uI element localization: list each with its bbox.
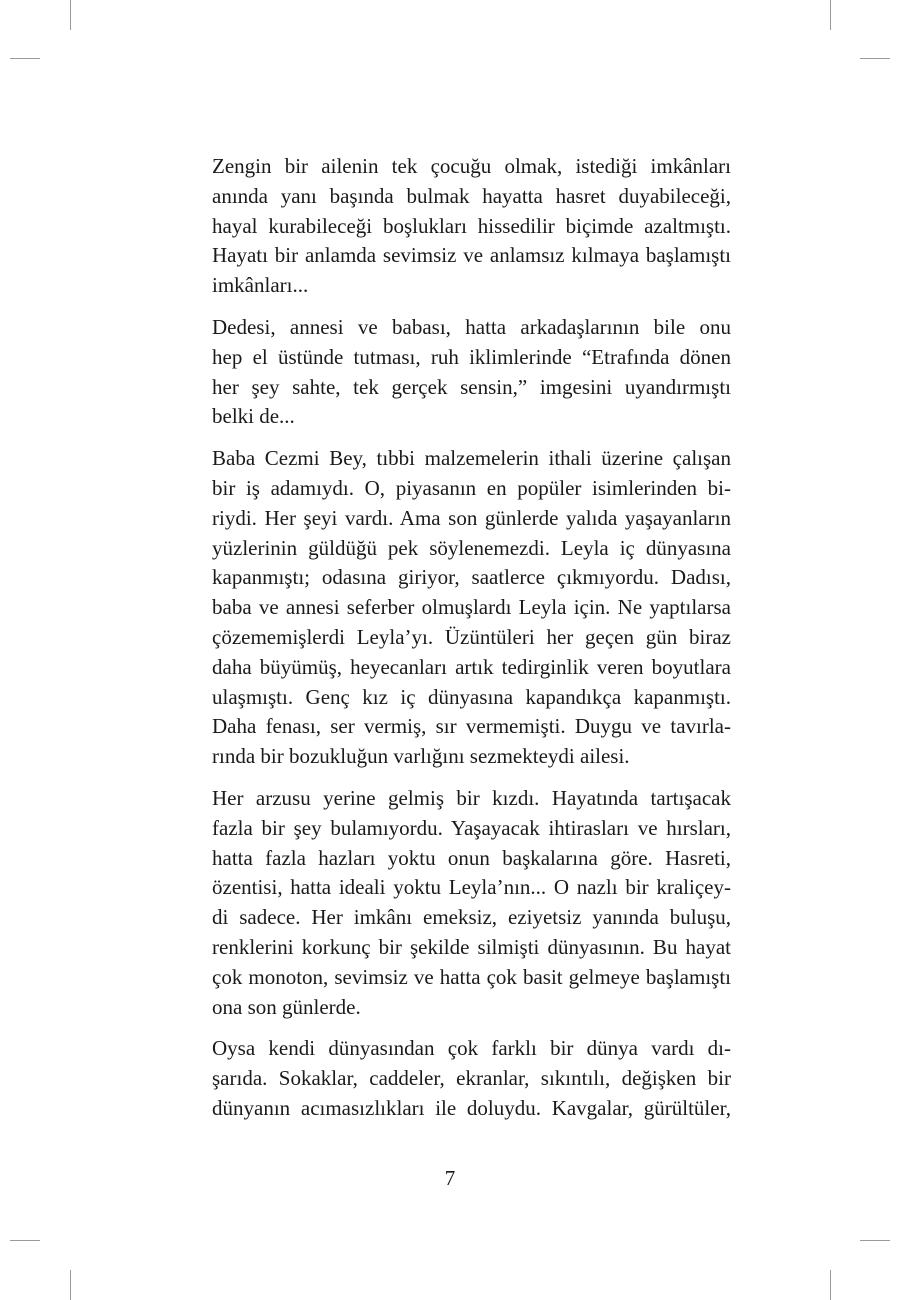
- text-line: fazla bir şey bulamıyordu. Yaşayacak ihtirasları ve hırsları,: [212, 815, 731, 840]
- text-line: çözememişlerdi Leyla’yı. Üzüntüleri her geçen gün biraz: [212, 624, 731, 649]
- crop-mark-top-left: [70, 0, 71, 30]
- text-line: Baba Cezmi Bey, tıbbi malzemelerin ithali üzerine çalışan: [212, 446, 731, 471]
- text-line: Her arzusu yerine gelmiş bir kızdı. Hayatında tartışacak: [212, 785, 731, 810]
- text-line: hatta fazla hazları yoktu onun başkalarına göre. Hasreti,: [212, 845, 731, 870]
- text-line: çok monoton, sevimsiz ve hatta çok basit gelmeye başlamıştı: [212, 964, 731, 989]
- crop-mark-top-left-h: [10, 58, 40, 59]
- crop-mark-bottom-left: [70, 1270, 71, 1300]
- text-line: Hayatı bir anlamda sevimsiz ve anlamsız kılmaya başlamıştı: [212, 243, 731, 268]
- text-line: imkânları...: [212, 273, 309, 298]
- text-line: yüzlerinin güldüğü pek söylenemezdi. Leyla iç dünyasına: [212, 535, 731, 560]
- text-line: hayal kurabileceği boşlukları hissedilir biçimde azaltmıştı.: [212, 213, 731, 238]
- text-line: rında bir bozukluğun varlığını sezmekteydi ailesi.: [212, 744, 630, 769]
- crop-mark-top-right: [830, 0, 831, 30]
- text-line: Daha fenası, ser vermiş, sır vermemişti. Duygu ve tavırla-: [212, 714, 731, 739]
- text-line: anında yanı başında bulmak hayatta hasret duyabileceği,: [212, 183, 731, 208]
- text-line: Oysa kendi dünyasından çok farklı bir dünya vardı dı-: [212, 1036, 731, 1061]
- text-line: Dedesi, annesi ve babası, hatta arkadaşlarının bile onu: [212, 314, 731, 339]
- text-line: ona son günlerde.: [212, 994, 361, 1019]
- text-line: dünyanın acımasızlıkları ile doluydu. Kavgalar, gürültüler,: [212, 1095, 731, 1120]
- text-line: baba ve annesi seferber olmuşlardı Leyla için. Ne yaptılarsa: [212, 595, 731, 620]
- crop-mark-top-right-h: [860, 58, 890, 59]
- paragraph: [183, 784, 731, 1022]
- book-page-body: [183, 152, 731, 1136]
- text-line: hep el üstünde tutması, ruh iklimlerinde “Etrafında dönen: [212, 344, 731, 369]
- paragraph: [183, 1034, 731, 1123]
- text-line: her şey sahte, tek gerçek sensin,” imgesini uyandırmıştı: [212, 374, 731, 399]
- paragraph: [183, 152, 731, 301]
- text-line: ulaşmıştı. Genç kız iç dünyasına kapandıkça kapanmıştı.: [212, 684, 731, 709]
- text-line: di sadece. Her imkânı emeksiz, eziyetsiz yanında buluşu,: [212, 905, 731, 930]
- crop-mark-bottom-right: [830, 1270, 831, 1300]
- text-line: renklerini korkunç bir şekilde silmişti dünyasının. Bu hayat: [212, 934, 731, 959]
- crop-mark-bottom-right-h: [860, 1240, 890, 1241]
- text-line: şarıda. Sokaklar, caddeler, ekranlar, sıkıntılı, değişken bir: [212, 1066, 731, 1091]
- text-line: Zengin bir ailenin tek çocuğu olmak, istediği imkânları: [212, 154, 731, 178]
- paragraph: [183, 444, 731, 772]
- text-line: daha büyümüş, heyecanları artık tedirginlik veren boyutlara: [212, 654, 731, 679]
- crop-mark-bottom-left-h: [10, 1240, 40, 1241]
- text-line: bir iş adamıydı. O, piyasanın en popüler isimlerinden bi-: [212, 475, 731, 500]
- text-line: belki de...: [212, 404, 295, 429]
- text-line: kapanmıştı; odasına giriyor, saatlerce çıkmıyordu. Dadısı,: [212, 565, 731, 590]
- paragraph: [183, 313, 731, 432]
- page-number: 7: [444, 1166, 456, 1190]
- text-line: özentisi, hatta ideali yoktu Leyla’nın... O nazlı bir kraliçey-: [212, 875, 731, 900]
- text-line: riydi. Her şeyi vardı. Ama son günlerde yalıda yaşayanların: [212, 505, 731, 530]
